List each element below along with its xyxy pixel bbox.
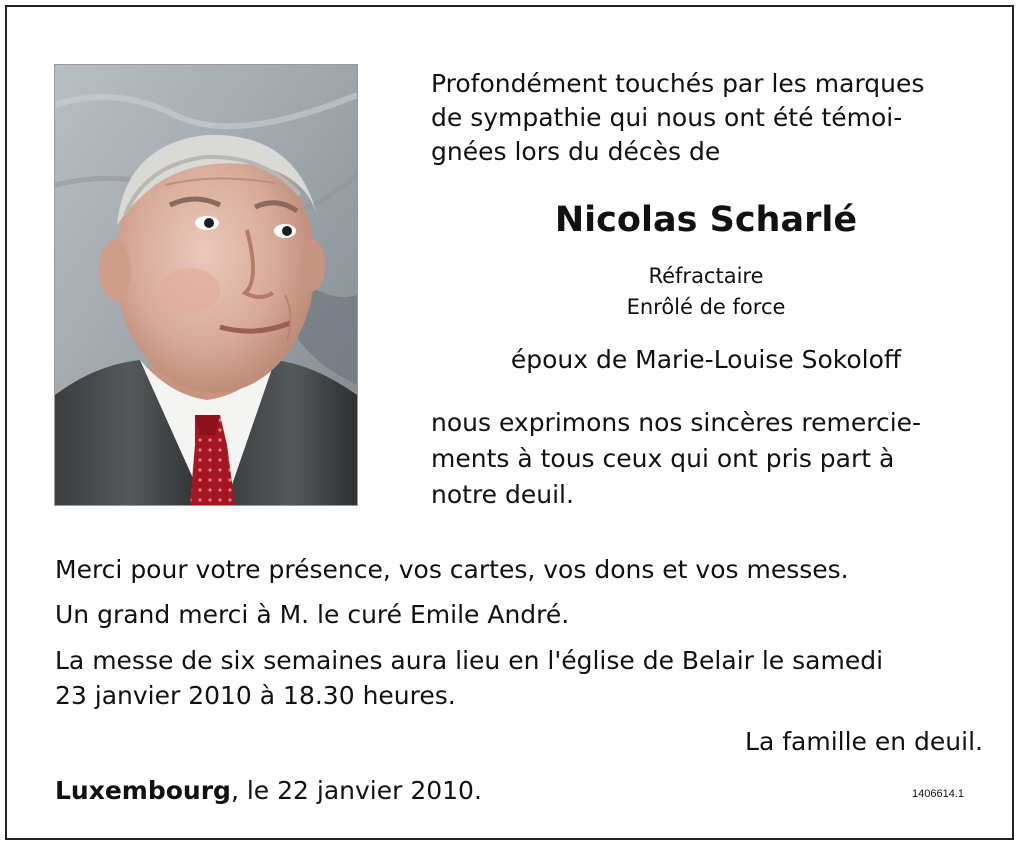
thanks-line: nous exprimons nos sincères remercie- (431, 408, 922, 437)
place-name: Luxembourg (55, 776, 231, 805)
portrait-photo-icon (55, 65, 357, 505)
intro-paragraph (431, 67, 981, 169)
reference-number: 1406614.1 (912, 788, 964, 800)
body-line-thanks-priest: Un grand merci à M. le curé Emile André. (55, 600, 570, 629)
spouse-line: époux de Marie-Louise Sokoloff (510, 345, 902, 374)
title-refractaire: Réfractaire (648, 264, 764, 288)
thanks-line: ments à tous ceux qui ont pris part à (431, 444, 895, 473)
signature: La famille en deuil. (745, 727, 983, 756)
title-enrole-de-force: Enrôlé de force (626, 295, 786, 319)
obituary-notice (5, 5, 1014, 840)
intro-line: gnées lors du décès de (431, 137, 721, 166)
intro-line: de sympathie qui nous ont été témoi- (431, 103, 903, 132)
deceased-name: Nicolas Scharlé (554, 200, 858, 240)
body-line-thanks-presence: Merci pour votre présence, vos cartes, vos dons et vos messes. (55, 555, 849, 584)
intro-line: Profondément touchés par les marques (431, 69, 925, 98)
thanks-line: notre deuil. (431, 480, 574, 509)
notice-date: , le 22 janvier 2010. (230, 776, 482, 805)
portrait-photo (55, 65, 357, 505)
body-line-mass: La messe de six semaines aura lieu en l'église de Belair le samedi (55, 646, 884, 675)
deceased-titles (431, 261, 981, 323)
body-line-mass-date: 23 janvier 2010 à 18.30 heures. (55, 681, 456, 710)
thanks-paragraph (431, 405, 983, 513)
place-date (55, 774, 482, 808)
